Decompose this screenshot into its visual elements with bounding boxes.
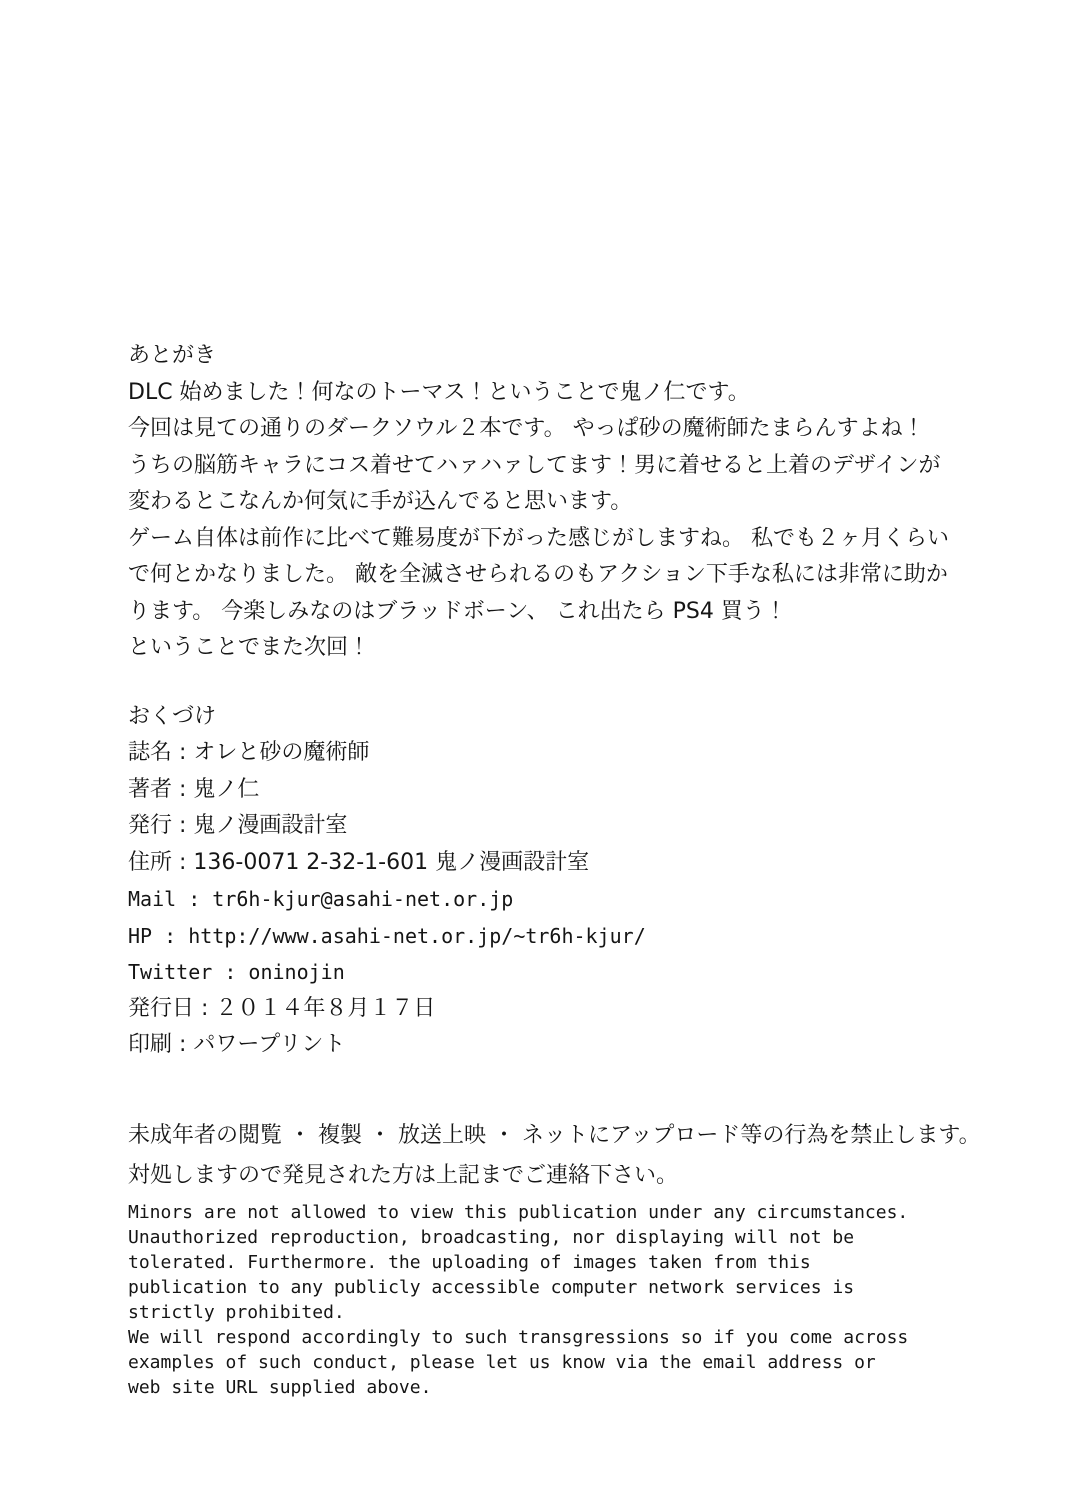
colophon-row-publish-date: 発行日 : ２０１４年８月１７日 [128, 995, 436, 1021]
colophon-row-printer: 印刷 : パワープリント [128, 1032, 346, 1057]
colophon-row-publisher: 発行 : 鬼ノ漫画設計室 [128, 813, 348, 838]
afterword-line: で何とかなりました。 敵を全滅させられるのもアクション下手な私には非常に助か [128, 562, 948, 587]
notice-line-en: tolerated. Furthermore. the uploading of images taken from this [128, 1251, 811, 1273]
notice-line-jp: 未成年者の閲覧 ・ 複製 ・ 放送上映 ・ ネットにアップロード等の行為を禁止します。 [128, 1122, 981, 1148]
afterword-line: 今回は見ての通りのダークソウル２本です。 やっぱ砂の魔術師たまらんすよね！ [128, 416, 925, 441]
notice-english-block [128, 1200, 1000, 1400]
colophon-row-mail: Mail : tr6h-kjur@asahi-net.or.jp [128, 887, 514, 911]
notice-line-en: Minors are not allowed to view this publication under any circumstances. [128, 1201, 909, 1223]
afterword-line: ります。 今楽しみなのはブラッドボーン、 これ出たら PS4 買う！ [128, 598, 787, 624]
colophon-section [128, 699, 1000, 1064]
notice-line-en: web site URL supplied above. [128, 1376, 432, 1398]
notice-line-en: Unauthorized reproduction, broadcasting, nor displaying will not be [128, 1226, 855, 1248]
afterword-line: うちの脳筋キャラにコス着せてハァハァしてます！男に着せると上着のデザインが [128, 452, 941, 478]
colophon-row-homepage: HP : http://www.asahi-net.or.jp/~tr6h-kjur/ [128, 923, 646, 948]
notice-section [128, 1116, 1000, 1400]
colophon-row-twitter: Twitter : oninojin [128, 960, 345, 984]
afterword-heading: あとがき [128, 343, 217, 368]
notice-line-en: We will respond accordingly to such transgressions so if you come across [128, 1326, 909, 1348]
afterword-line: 変わるとこなんか何気に手が込んでると思います。 [128, 489, 633, 514]
colophon-row-title: 誌名 : オレと砂の魔術師 [128, 740, 370, 765]
afterword-line: DLC 始めました！何なのトーマス！ということで鬼ノ仁です。 [128, 379, 750, 405]
colophon-row-address: 住所 : 136-0071 2-32-1-601 鬼ノ漫画設計室 [128, 849, 590, 875]
afterword-section [128, 338, 1000, 667]
notice-line-en: strictly prohibited. [128, 1301, 345, 1323]
notice-line-en: examples of such conduct, please let us know via the email address or [128, 1351, 876, 1373]
afterword-line: ゲーム自体は前作に比べて難易度が下がった感じがしますね。 私でも２ヶ月くらい [128, 525, 949, 551]
colophon-heading: おくづけ [128, 703, 217, 729]
notice-line-en: publication to any publicly accessible computer network services is [128, 1276, 855, 1298]
afterword-line: ということでまた次回！ [128, 635, 371, 660]
notice-line-jp: 対処しますので発見された方は上記までご連絡下さい。 [128, 1162, 679, 1188]
colophon-row-author: 著者 : 鬼ノ仁 [128, 776, 260, 802]
